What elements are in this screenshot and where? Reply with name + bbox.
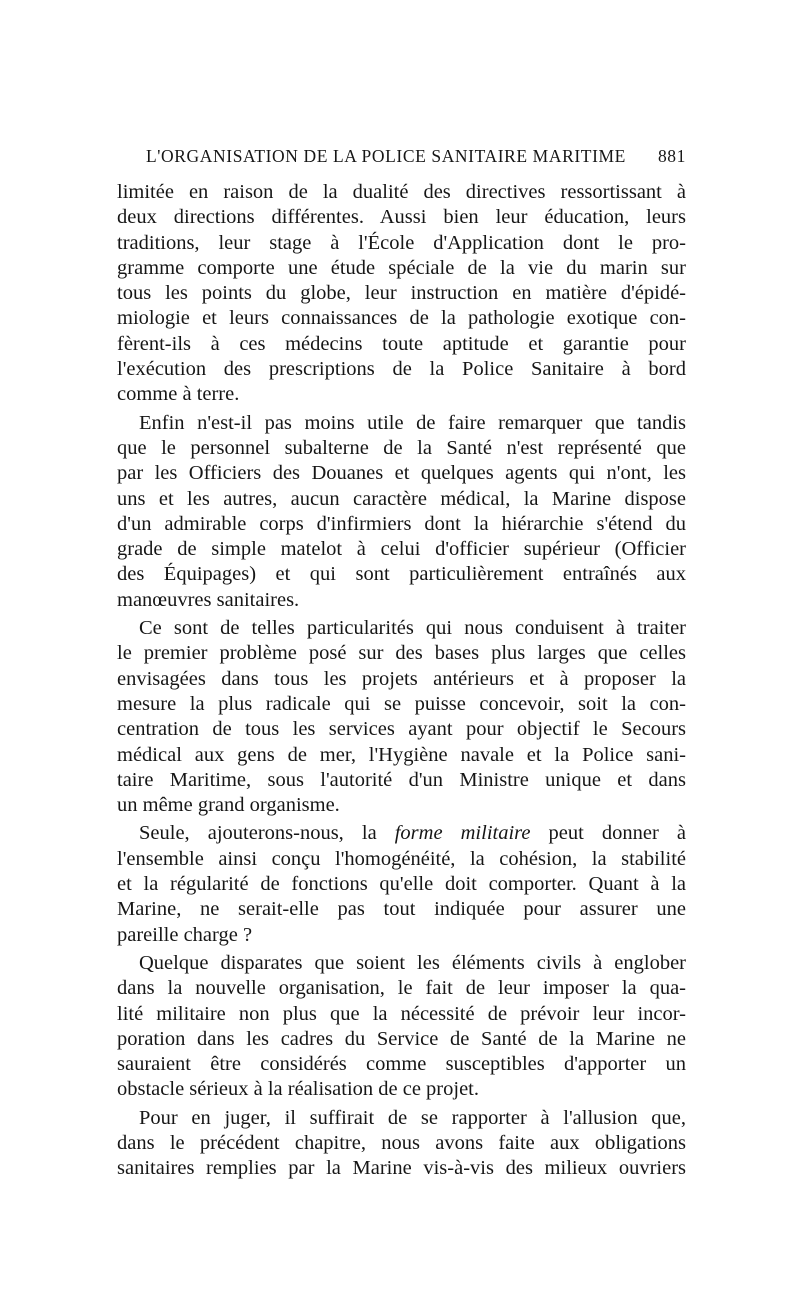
text-line: limitée en raison de la dualité des directives ressortissant à <box>117 181 686 203</box>
text-run: peut donner à <box>530 822 686 845</box>
text-line: un même grand organisme. <box>117 794 340 817</box>
text-line: le premier problème posé sur des bases plus larges que celles <box>117 642 686 665</box>
text-line: miologie et leurs connaissances de la pathologie exotique con- <box>117 307 686 330</box>
text-line: lité militaire non plus que la nécessité de prévoir leur incor- <box>117 1002 686 1025</box>
body-text <box>117 180 686 1182</box>
text-line: d'un admirable corps d'infirmiers dont la hiérarchie s'étend du <box>117 512 686 535</box>
text-line: et la régularité de fonctions qu'elle doit comporter. Quant à la <box>117 873 686 896</box>
text-line: sanitaires remplies par la Marine vis-à-vis des milieux ouvriers <box>117 1157 686 1180</box>
text-line: tous les points du globe, leur instruction en matière d'épidé- <box>117 282 686 305</box>
text-line: dans le précédent chapitre, nous avons faite aux obligations <box>117 1131 686 1154</box>
text-line: traditions, leur stage à l'École d'Application dont le pro- <box>117 231 686 254</box>
running-title: L'ORGANISATION DE LA POLICE SANITAIRE MARITIME <box>146 146 626 166</box>
running-header <box>146 146 686 168</box>
text-line: grade de simple matelot à celui d'officier supérieur (Officier <box>117 538 686 561</box>
text-line: mesure la plus radicale qui se puisse concevoir, soit la con- <box>117 692 686 715</box>
text-line: médical aux gens de mer, l'Hygiène navale et la Police sani- <box>117 743 686 766</box>
text-line: Ce sont de telles particularités qui nous conduisent à traiter <box>139 617 686 640</box>
text-line: envisagées dans tous les projets antérieurs et à proposer la <box>117 667 686 690</box>
text-line: poration dans les cadres du Service de Santé de la Marine ne <box>117 1027 686 1050</box>
text-line: sauraient être considérés comme susceptibles d'apporter un <box>117 1053 686 1076</box>
text-line: que le personnel subalterne de la Santé n'est représenté que <box>117 436 686 459</box>
paragraph <box>117 951 686 1103</box>
text-line: gramme comporte une étude spéciale de la vie du marin sur <box>117 256 686 279</box>
text-line: obstacle sérieux à la réalisation de ce projet. <box>117 1078 480 1101</box>
text-line: des Équipages) et qui sont particulièrement entraînés aux <box>117 563 686 586</box>
text-line: par les Officiers des Douanes et quelques agents qui n'ont, les <box>117 462 686 485</box>
text-line: centration de tous les services ayant pour objectif le Secours <box>117 718 686 741</box>
text-line <box>117 821 686 846</box>
text-line: dans la nouvelle organisation, le fait de leur imposer la qua- <box>117 977 686 1000</box>
text-line: Pour en juger, il suffirait de se rapporter à l'allusion que, <box>139 1106 686 1129</box>
text-line: taire Maritime, sous l'autorité d'un Ministre unique et dans <box>117 768 686 791</box>
paragraph <box>117 411 686 613</box>
text-line: Marine, ne serait-elle pas tout indiquée pour assurer une <box>117 898 686 921</box>
text-run: Seule, ajouterons-nous, la <box>139 822 395 845</box>
paragraph <box>117 1106 686 1182</box>
paragraph <box>117 180 686 408</box>
text-line: uns et les autres, aucun caractère médical, la Marine dispose <box>117 487 686 510</box>
italic-phrase: forme militaire <box>394 822 531 845</box>
text-line: fèrent-ils à ces médecins toute aptitude et garantie pour <box>117 332 686 355</box>
text-line: pareille charge ? <box>117 923 253 946</box>
text-line: l'exécution des prescriptions de la Police Sanitaire à bord <box>117 358 686 381</box>
text-line: l'ensemble ainsi conçu l'homogénéité, la cohésion, la stabilité <box>117 847 686 870</box>
text-line: comme à terre. <box>117 383 240 406</box>
text-line: manœuvres sanitaires. <box>117 588 300 611</box>
paragraph <box>117 821 686 947</box>
text-line: deux directions différentes. Aussi bien leur éducation, leurs <box>117 206 686 229</box>
text-line: Quelque disparates que soient les éléments civils à englober <box>139 951 686 974</box>
paragraph <box>117 616 686 818</box>
text-line: Enfin n'est-il pas moins utile de faire remarquer que tandis <box>139 411 686 434</box>
page-number: 881 <box>657 146 686 166</box>
